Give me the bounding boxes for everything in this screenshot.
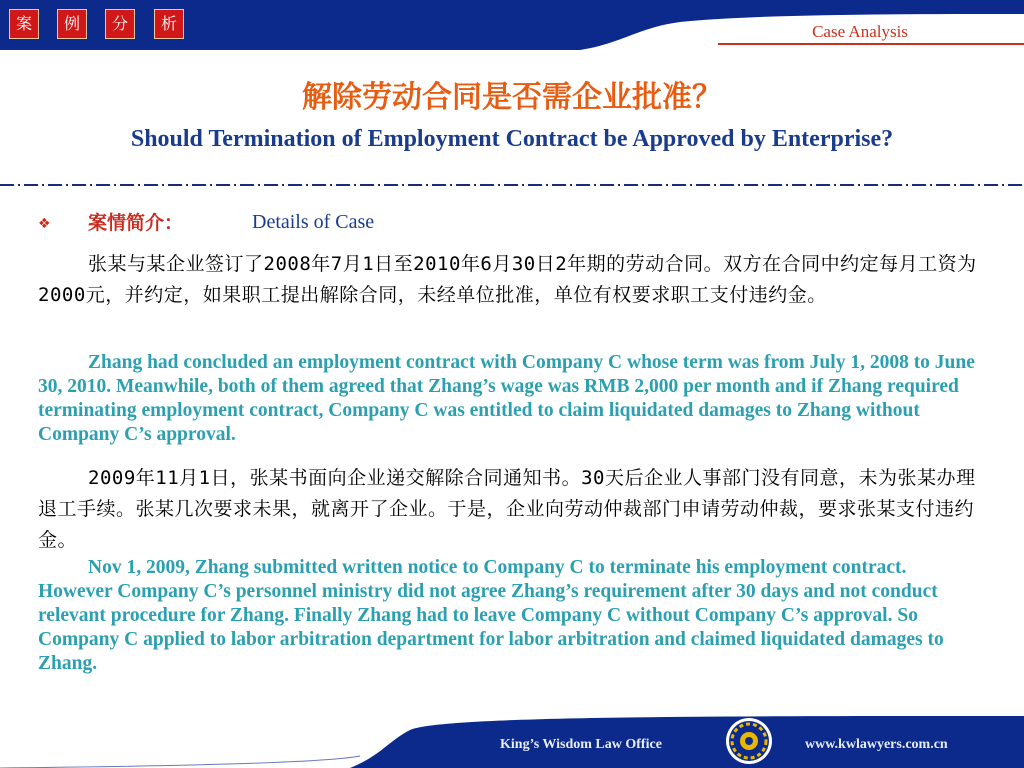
- case-analysis-label: Case Analysis: [812, 22, 908, 41]
- section-heading-en: Details of Case: [252, 211, 375, 233]
- section-heading-cn: 案情简介：: [88, 212, 184, 234]
- page-title-en: Should Termination of Employment Contract be Approved by Enterprise?: [130, 126, 894, 152]
- tag-an: 案: [9, 9, 39, 39]
- diamond-bullet-icon: ❖: [38, 216, 51, 232]
- tag-fen: 分: [105, 9, 135, 39]
- tag-xi: 析: [154, 9, 184, 39]
- header-underline: [718, 43, 1024, 45]
- paragraph-2-cn: 2009年11月1日，张某书面向企业递交解除合同通知书。30天后企业人事部门没有同意，未为张某办理退工手续。张某几次要求未果，就离开了企业。于是，企业向劳动仲裁部门申请劳动仲裁，要求张某支付违约金。: [38, 467, 976, 551]
- dashed-divider: [0, 184, 1024, 186]
- sun-logo-icon: [725, 717, 773, 765]
- tag-li: 例: [57, 9, 87, 39]
- paragraph-2-en: Nov 1, 2009, Zhang submitted written notice to Company C to terminate his employment contract. However Company C’s personnel ministry did not agree Zhang’s requirement after 30 days and not conduct relevant procedure for Zhang. Finally Zhang had to leave Company C without Company C’s approval. So Company C applied to labor arbitration department for labor arbitration and claimed liquidated damages to Zhang.: [38, 557, 944, 674]
- paragraph-1-en: Zhang had concluded an employment contract with Company C whose term was from July 1, 2008 to June 30, 2010. Meanwhile, both of them agreed that Zhang’s wage was RMB 2,000 per month and if Zhang required terminating employment contract, Company C was entitled to claim liquidated damages to Zhang without Company C’s approval.: [38, 352, 975, 445]
- page-title-cn: 解除劳动合同是否需企业批准？: [302, 80, 722, 115]
- paragraph-1-cn: 张某与某企业签订了2008年7月1日至2010年6月30日2年期的劳动合同。双方在合同中约定每月工资为2000元，并约定，如果职工提出解除合同，未经单位批准，单位有权要求职工支付违约金。: [38, 253, 977, 306]
- footer-url: www.kwlawyers.com.cn: [805, 737, 948, 752]
- footer-firm-name: King’s Wisdom Law Office: [500, 737, 662, 752]
